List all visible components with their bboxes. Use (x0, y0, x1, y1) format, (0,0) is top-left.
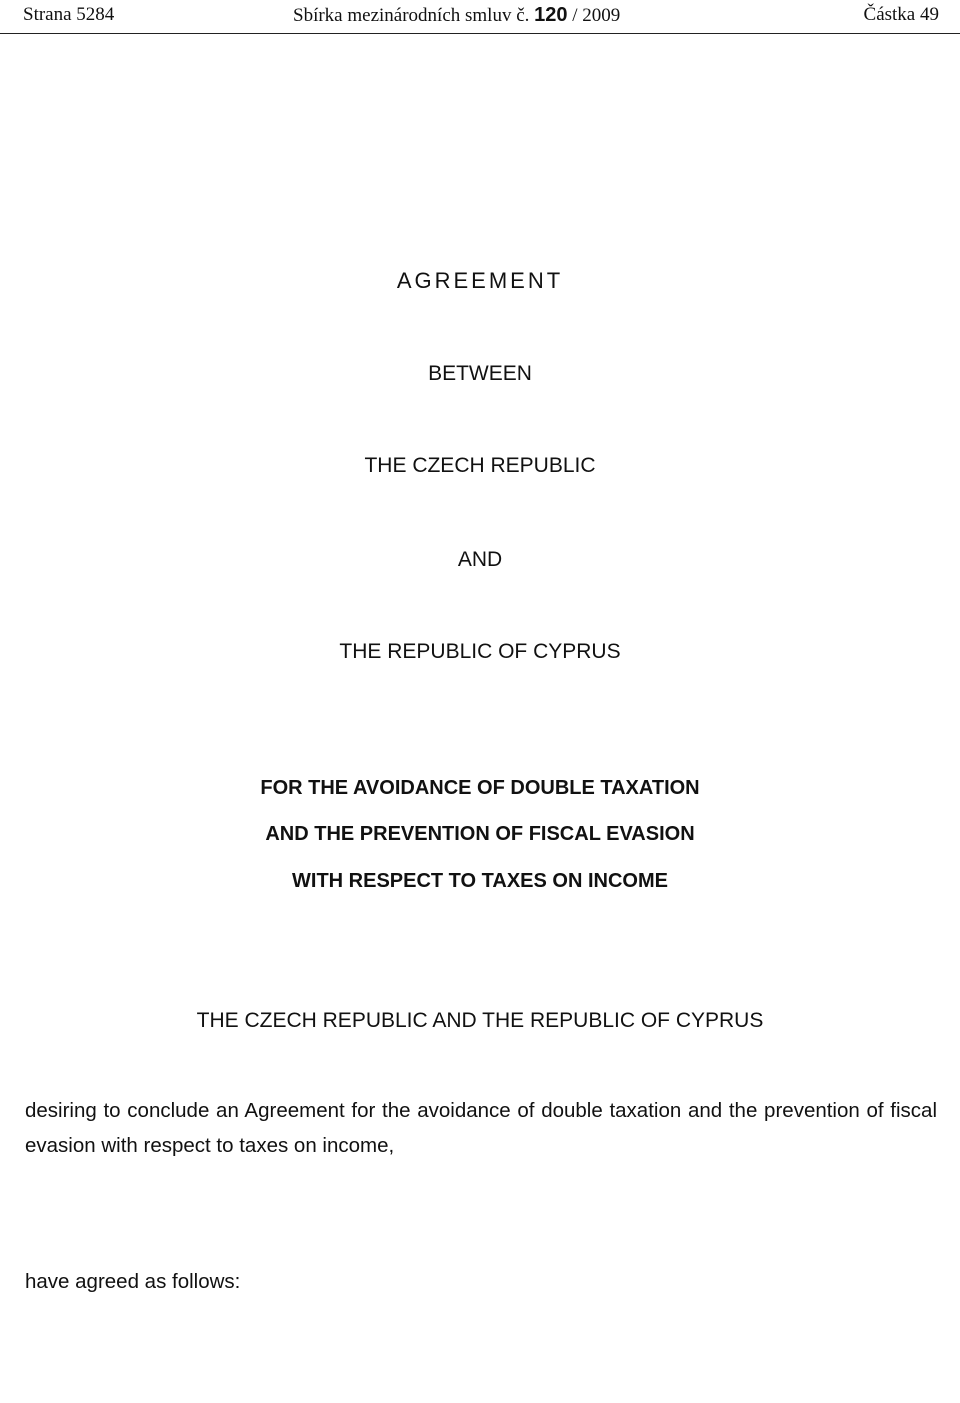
page-number-label: Strana 5284 (23, 4, 115, 25)
collection-prefix: Sbírka mezinárodních smluv č. (293, 5, 530, 26)
party-one: THE CZECH REPUBLIC (364, 454, 596, 477)
closing-clause: have agreed as follows: (25, 1270, 241, 1293)
part-label: Částka 49 (863, 4, 939, 25)
collection-title (293, 4, 620, 27)
collection-number: 120 (534, 4, 568, 26)
and-label: AND (457, 548, 503, 571)
document-title: AGREEMENT (396, 268, 564, 293)
preamble-paragraph: desiring to conclude an Agreement for the avoidance of double taxation and the prevention of fiscal evasion with respect to taxes on income, (25, 1099, 937, 1157)
contracting-parties: THE CZECH REPUBLIC AND THE REPUBLIC OF CYPRUS (196, 1009, 764, 1032)
between-label: BETWEEN (428, 362, 532, 385)
collection-year: / 2009 (572, 5, 621, 26)
subject-line-2: AND THE PREVENTION OF FISCAL EVASION (265, 823, 695, 845)
subject-line-3: WITH RESPECT TO TAXES ON INCOME (292, 870, 668, 892)
subject-line-1: FOR THE AVOIDANCE OF DOUBLE TAXATION (260, 777, 700, 799)
party-two: THE REPUBLIC OF CYPRUS (339, 640, 621, 663)
page-header (0, 0, 960, 34)
